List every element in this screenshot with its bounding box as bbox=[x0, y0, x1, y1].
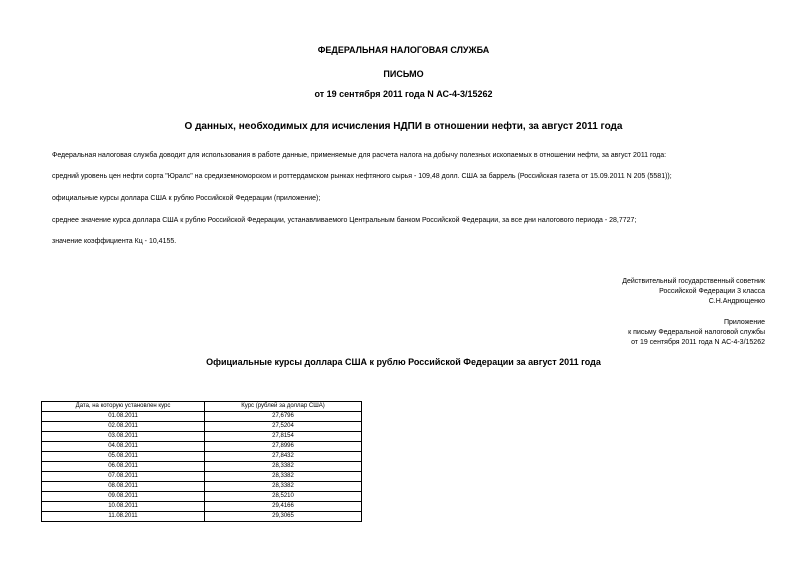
body-paragraph: официальные курсы доллара США к рублю Российской Федерации (приложение); bbox=[52, 195, 321, 202]
table-row bbox=[42, 492, 362, 502]
appendix-line: к письму Федеральной налоговой службы bbox=[628, 329, 765, 336]
date-cell: 04.08.2011 bbox=[42, 442, 205, 452]
rate-cell: 27,6796 bbox=[205, 412, 362, 422]
rate-cell: 29,3065 bbox=[205, 512, 362, 522]
rate-cell: 27,8432 bbox=[205, 452, 362, 462]
appendix-reference-block bbox=[628, 318, 765, 348]
table-row bbox=[42, 512, 362, 522]
rate-cell: 28,3382 bbox=[205, 462, 362, 472]
rate-cell: 28,5210 bbox=[205, 492, 362, 502]
table-header-row bbox=[42, 402, 362, 412]
rate-cell: 27,8154 bbox=[205, 432, 362, 442]
column-header-rate: Курс (рублей за доллар США) bbox=[205, 402, 362, 412]
column-header-date: Дата, на которую установлен курс bbox=[42, 402, 205, 412]
body-paragraph: средний уровень цен нефти сорта "Юралс" на средиземноморском и роттердамском рынках нефтяного сырья - 109,48 долл. США за баррель (Российская газета от 15.09.2011 N 205 (5581)); bbox=[52, 173, 672, 180]
rate-cell: 29,4166 bbox=[205, 502, 362, 512]
signature-line: Действительный государственный советник bbox=[622, 278, 765, 285]
date-cell: 11.08.2011 bbox=[42, 512, 205, 522]
date-cell: 01.08.2011 bbox=[42, 412, 205, 422]
table-row bbox=[42, 472, 362, 482]
organization-heading: ФЕДЕРАЛЬНАЯ НАЛОГОВАЯ СЛУЖБА bbox=[317, 45, 490, 55]
body-paragraph: среднее значение курса доллара США к рублю Российской Федерации, устанавливаемого Центральным банком Российской Федерации, за все дни налогового периода - 28,7727; bbox=[52, 217, 637, 224]
signature-line: Российской Федерации 3 класса bbox=[659, 288, 765, 295]
document-type-heading: ПИСЬМО bbox=[383, 69, 424, 79]
date-cell: 07.08.2011 bbox=[42, 472, 205, 482]
date-cell: 10.08.2011 bbox=[42, 502, 205, 512]
exchange-rates-table bbox=[41, 401, 362, 522]
table-row bbox=[42, 432, 362, 442]
date-cell: 03.08.2011 bbox=[42, 432, 205, 442]
signature-block bbox=[622, 277, 765, 307]
table-row bbox=[42, 502, 362, 512]
table-row bbox=[42, 452, 362, 462]
date-cell: 02.08.2011 bbox=[42, 422, 205, 432]
rate-cell: 28,3382 bbox=[205, 472, 362, 482]
date-cell: 08.08.2011 bbox=[42, 482, 205, 492]
date-cell: 06.08.2011 bbox=[42, 462, 205, 472]
date-cell: 09.08.2011 bbox=[42, 492, 205, 502]
body-paragraph: Федеральная налоговая служба доводит для использования в работе данные, применяемые для расчета налога на добычу полезных ископаемых в отношении нефти, за август 2011 года: bbox=[52, 152, 667, 159]
rate-cell: 27,8996 bbox=[205, 442, 362, 452]
rate-cell: 28,3382 bbox=[205, 482, 362, 492]
rate-cell: 27,5204 bbox=[205, 422, 362, 432]
table-row bbox=[42, 412, 362, 422]
table-row bbox=[42, 442, 362, 452]
table-row bbox=[42, 422, 362, 432]
table-row bbox=[42, 462, 362, 472]
body-paragraph: значение коэффициента Кц - 10,4155. bbox=[52, 238, 177, 245]
table-title: Официальные курсы доллара США к рублю Российской Федерации за август 2011 года bbox=[206, 357, 601, 367]
document-date-number: от 19 сентября 2011 года N АС-4-3/15262 bbox=[314, 89, 493, 99]
appendix-line: от 19 сентября 2011 года N АС-4-3/15262 bbox=[631, 339, 765, 346]
document-title: О данных, необходимых для исчисления НДПИ в отношении нефти, за август 2011 года bbox=[184, 121, 623, 132]
appendix-line: Приложение bbox=[723, 319, 765, 326]
table-row bbox=[42, 482, 362, 492]
date-cell: 05.08.2011 bbox=[42, 452, 205, 462]
signature-line: С.Н.Андрющенко bbox=[708, 298, 765, 305]
